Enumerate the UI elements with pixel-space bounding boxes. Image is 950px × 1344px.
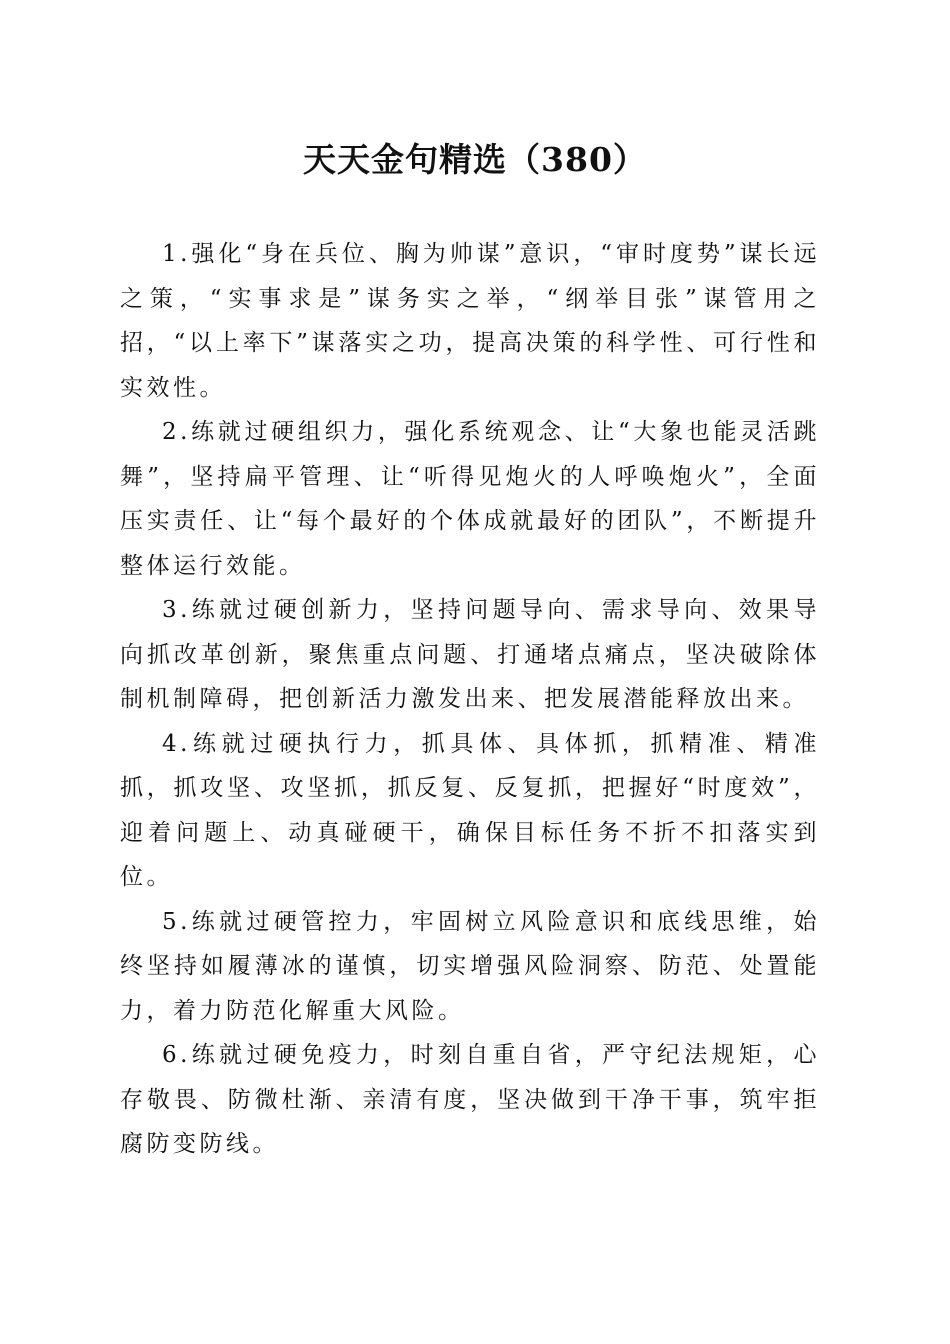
paragraph-3: 3.练就过硬创新力，坚持问题导向、需求导向、效果导向抓改革创新，聚焦重点问题、打通堵点痛点，坚决破除体制机制障碍，把创新活力激发出来、把发展潜能释放出来。	[120, 597, 820, 712]
paragraph-4: 4.练就过硬执行力，抓具体、具体抓，抓精准、精准抓，抓攻坚、攻坚抓，抓反复、反复抓，把握好“时度效”，迎着问题上、动真碰硬干，确保目标任务不折不扣落实到位。	[120, 730, 820, 890]
page-title: 天天金句精选（380）	[303, 140, 647, 179]
paragraph-5: 5.练就过硬管控力，牢固树立风险意识和底线思维，始终坚持如履薄冰的谨慎，切实增强风险洞察、防范、处置能力，着力防范化解重大风险。	[120, 908, 820, 1024]
document-body	[120, 232, 820, 1167]
paragraph-1: 1.强化“身在兵位、胸为帅谋”意识，“审时度势”谋长远之策，“实事求是”谋务实之举，“纲举目张”谋管用之招，“以上率下”谋落实之功，提高决策的科学性、可行性和实效性。	[120, 241, 820, 401]
paragraph-6: 6.练就过硬免疫力，时刻自重自省，严守纪法规矩，心存敬畏、防微杜渐、亲清有度，坚决做到干净干事，筑牢拒腐防变防线。	[120, 1042, 820, 1157]
paragraph-2: 2.练就过硬组织力，强化系统观念、让“大象也能灵活跳舞”，坚持扁平管理、让“听得见炮火的人呼唤炮火”，全面压实责任、让“每个最好的个体成就最好的团队”，不断提升整体运行效能。	[120, 419, 820, 579]
